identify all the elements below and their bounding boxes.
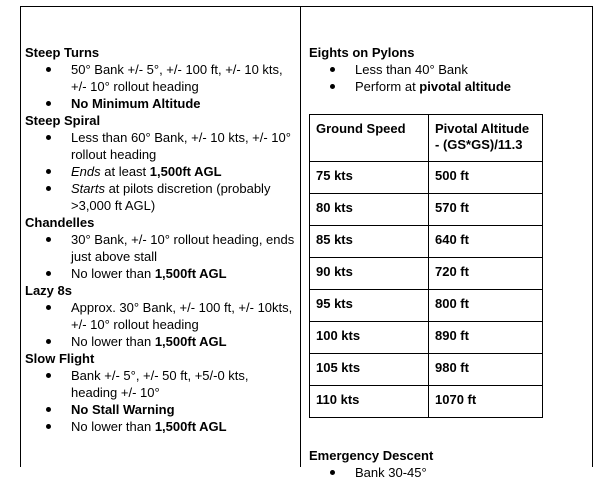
- list-item-text: Less than 40° Bank: [355, 62, 468, 77]
- pivotal-altitude-header: Pivotal Altitude - (GS*GS)/11.3: [429, 115, 543, 162]
- section-heading: Steep Turns: [25, 45, 100, 60]
- table-body: [310, 162, 543, 418]
- table-row: [310, 258, 543, 290]
- section-list: [25, 129, 296, 214]
- ground-speed-header: Ground Speed: [310, 115, 429, 162]
- pivotal-altitude-cell: 890 ft: [429, 322, 543, 354]
- list-item: [25, 231, 296, 265]
- list-item-text: at pilots discretion (probably >3,000 ft AGL): [71, 181, 271, 213]
- section-list: [25, 299, 296, 350]
- list-item: [25, 418, 296, 435]
- list-item: [25, 129, 296, 163]
- ground-speed-cell: 95 kts: [310, 290, 429, 322]
- list-item: [309, 78, 584, 95]
- list-item: [309, 464, 584, 481]
- list-item: [25, 299, 296, 333]
- eights-on-pylons-heading: Eights on Pylons: [309, 45, 415, 60]
- section-list: [25, 61, 296, 112]
- list-item-text: Bank 30-45°: [355, 465, 427, 480]
- list-item-text: Ends: [71, 164, 101, 179]
- section-heading: Chandelles: [25, 215, 95, 230]
- ground-speed-cell: 80 kts: [310, 194, 429, 226]
- list-item-text: Less than 60° Bank, +/- 10 kts, +/- 10° rollout heading: [71, 130, 291, 162]
- table-row: [310, 322, 543, 354]
- left-column: [21, 7, 301, 467]
- list-item: [25, 367, 296, 401]
- section-heading: Lazy 8s: [25, 283, 72, 298]
- emergency-descent-heading: Emergency Descent: [309, 448, 434, 463]
- list-item: [25, 401, 296, 418]
- list-item: [25, 163, 296, 180]
- list-item-text: No lower than: [71, 334, 155, 349]
- list-item-text: pivotal altitude: [419, 79, 512, 94]
- list-item-text: No Stall Warning: [71, 402, 175, 417]
- pivotal-altitude-cell: 640 ft: [429, 226, 543, 258]
- section-list: [25, 231, 296, 282]
- list-item-text: Starts: [71, 181, 105, 196]
- list-item-text: No lower than: [71, 419, 155, 434]
- list-item-text: 1,500ft AGL: [154, 334, 227, 349]
- pivotal-altitude-cell: 1070 ft: [429, 386, 543, 418]
- pivotal-altitude-cell: 500 ft: [429, 162, 543, 194]
- list-item: [25, 95, 296, 112]
- pivotal-altitude-cell: 720 ft: [429, 258, 543, 290]
- list-item-text: at least: [100, 164, 150, 179]
- ground-speed-cell: 110 kts: [310, 386, 429, 418]
- list-item: [25, 265, 296, 282]
- list-item-text: 1,500ft AGL: [154, 419, 227, 434]
- list-item: [25, 333, 296, 350]
- list-item-text: No Minimum Altitude: [71, 96, 201, 111]
- section-heading: Slow Flight: [25, 351, 95, 366]
- ground-speed-cell: 75 kts: [310, 162, 429, 194]
- list-item-text: 1,500ft AGL: [149, 164, 222, 179]
- maneuver-list: [25, 44, 296, 435]
- table-row: [310, 226, 543, 258]
- list-item-text: No lower than: [71, 266, 155, 281]
- document-table: [20, 6, 593, 480]
- ground-speed-cell: 100 kts: [310, 322, 429, 354]
- pivotal-altitude-table: [309, 114, 543, 418]
- list-item-text: 30° Bank, +/- 10° rollout heading, ends just above stall: [71, 232, 295, 264]
- list-item: [309, 61, 584, 78]
- list-item-text: Bank +/- 5°, +/- 50 ft, +5/-0 kts, heading +/- 10°: [71, 368, 249, 400]
- eights-on-pylons-list: [309, 61, 584, 95]
- pivotal-altitude-cell: 800 ft: [429, 290, 543, 322]
- table-row: [310, 290, 543, 322]
- table-row: [310, 386, 543, 418]
- section-heading: Steep Spiral: [25, 113, 101, 128]
- section-list: [25, 367, 296, 435]
- pivotal-altitude-cell: 570 ft: [429, 194, 543, 226]
- table-row: [310, 354, 543, 386]
- list-item: [25, 180, 296, 214]
- right-content: [309, 44, 584, 481]
- list-item-text: Perform at: [355, 79, 420, 94]
- table-header-row: [310, 115, 543, 162]
- list-item-text: 50° Bank +/- 5°, +/- 100 ft, +/- 10 kts, +/- 10° rollout heading: [71, 62, 283, 94]
- table-row: [310, 162, 543, 194]
- emergency-descent-list: [309, 464, 584, 481]
- ground-speed-cell: 90 kts: [310, 258, 429, 290]
- table-row: [310, 194, 543, 226]
- right-column: [301, 7, 592, 480]
- ground-speed-cell: 105 kts: [310, 354, 429, 386]
- list-item-text: 1,500ft AGL: [154, 266, 227, 281]
- ground-speed-cell: 85 kts: [310, 226, 429, 258]
- list-item: [25, 61, 296, 95]
- pivotal-altitude-cell: 980 ft: [429, 354, 543, 386]
- list-item-text: Approx. 30° Bank, +/- 100 ft, +/- 10kts, +/- 10° rollout heading: [71, 300, 293, 332]
